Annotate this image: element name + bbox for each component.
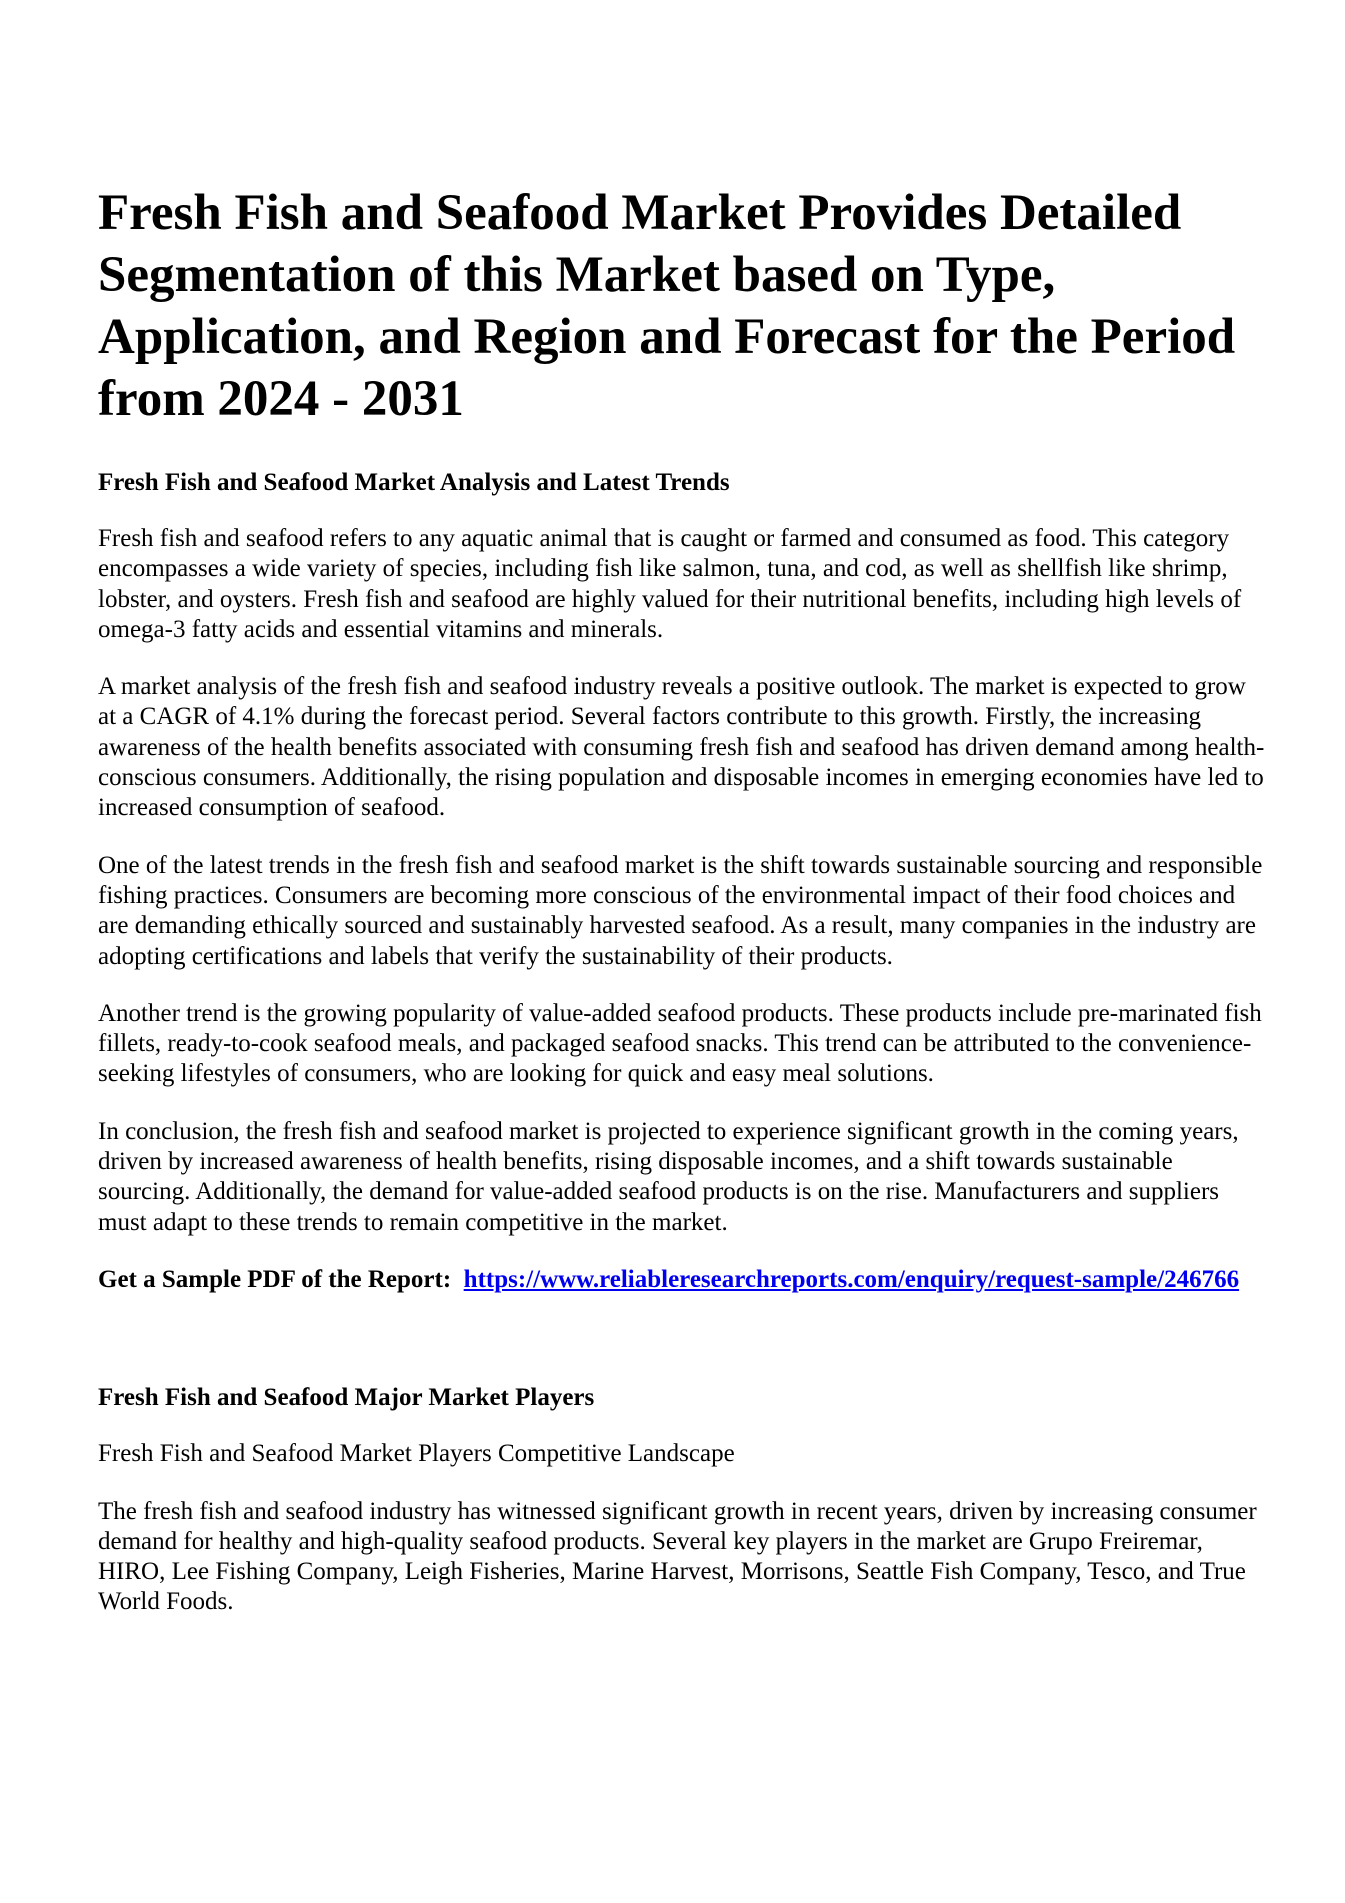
- document-page: [98, 182, 1268, 1645]
- sample-pdf-line: [98, 1265, 1268, 1295]
- page-title: Fresh Fish and Seafood Market Provides Detailed Segmentation of this Market based on Type, Application, and Region and Forecast for the Period from 2024 - 2031: [98, 185, 1236, 427]
- section-heading-analysis: Fresh Fish and Seafood Market Analysis and Latest Trends: [98, 469, 730, 496]
- section-heading-players: Fresh Fish and Seafood Major Market Players: [98, 1384, 595, 1412]
- paragraph-sustainability-trend: One of the latest trends in the fresh fish and seafood market is the shift towards sustainable sourcing and responsible fishing practices. Consumers are becoming more conscious of the environmental impact of their food choices and are demanding ethically sourced and sustainably harvested seafood. As a result, many companies in the industry are adopting certifications and labels that verify the sustainability of their products.: [98, 851, 1263, 970]
- sample-pdf-link[interactable]: https://www.reliableresearchreports.com/enquiry/request-sample/246766: [463, 1265, 1240, 1293]
- paragraph-market-analysis: A market analysis of the fresh fish and seafood industry reveals a positive outlook. The market is expected to grow at a CAGR of 4.1% during the forecast period. Several factors contribute to this growth. Firstly, the increasing awareness of the health benefits associated with consuming fresh fish and seafood has driven demand among health-conscious consumers. Additionally, the rising population and disposable incomes in emerging economies have led to increased consumption of seafood.: [98, 673, 1265, 822]
- paragraph-value-added-trend: Another trend is the growing popularity of value-added seafood products. These products include pre-marinated fish fillets, ready-to-cook seafood meals, and packaged seafood snacks. This trend can be attributed to the convenience-seeking lifestyles of consumers, who are looking for quick and easy meal solutions.: [98, 999, 1262, 1088]
- section-subheading-landscape: Fresh Fish and Seafood Market Players Competitive Landscape: [98, 1440, 735, 1468]
- paragraph-definition: Fresh fish and seafood refers to any aquatic animal that is caught or farmed and consumed as food. This category encompasses a wide variety of species, including fish like salmon, tuna, and cod, as well as shellfish like shrimp, lobster, and oysters. Fresh fish and seafood are highly valued for their nutritional benefits, including high levels of omega-3 fatty acids and essential vitamins and minerals.: [98, 525, 1242, 643]
- sample-pdf-label: Get a Sample PDF of the Report:: [98, 1265, 452, 1293]
- paragraph-key-players: The fresh fish and seafood industry has witnessed significant growth in recent years, driven by increasing consumer demand for healthy and high-quality seafood products. Several key players in the market are Grupo Freiremar, HIRO, Lee Fishing Company, Leigh Fisheries, Marine Harvest, Morrisons, Seattle Fish Company, Tesco, and True World Foods.: [98, 1497, 1257, 1616]
- paragraph-conclusion: In conclusion, the fresh fish and seafood market is projected to experience significant growth in the coming years, driven by increased awareness of health benefits, rising disposable incomes, and a shift towards sustainable sourcing. Additionally, the demand for value-added seafood products is on the rise. Manufacturers and suppliers must adapt to these trends to remain competitive in the market.: [98, 1117, 1239, 1236]
